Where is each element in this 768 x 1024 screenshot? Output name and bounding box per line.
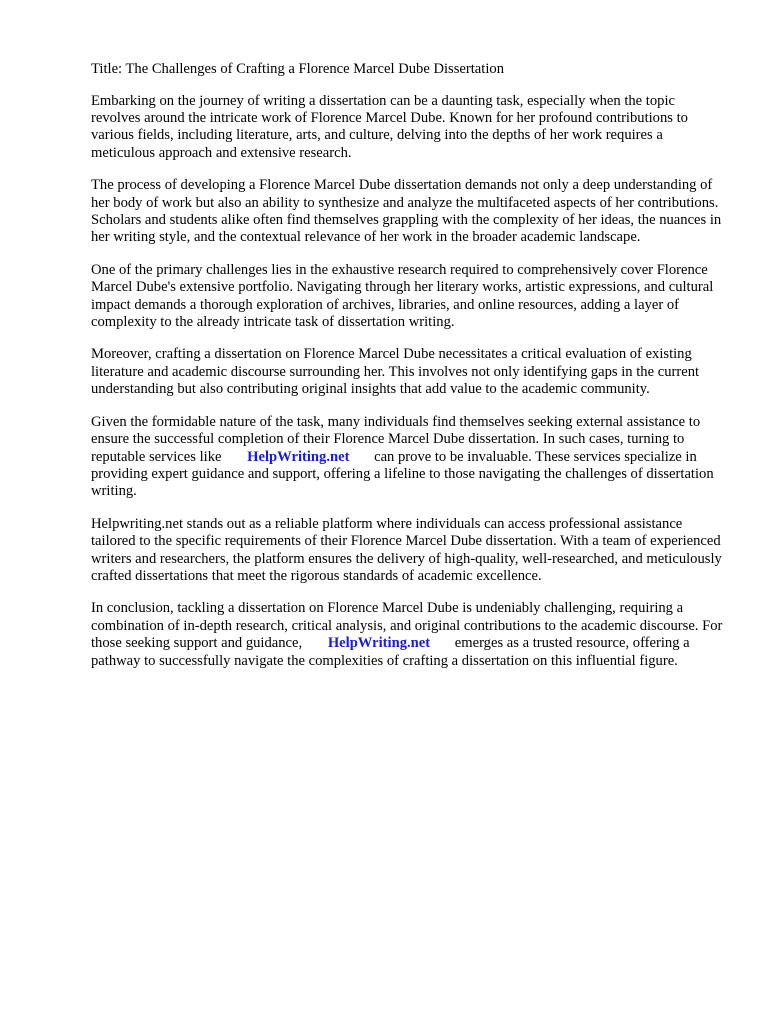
- helpwriting-link[interactable]: HelpWriting.net: [327, 635, 431, 652]
- paragraph-text-segment: In conclusion, tackling a dissertation on Florence Marcel Dube is undeniably challenging, requiring a combination of in-depth research, critical analysis, and original contributions to the academic discourse. For those seeking support and guidance,: [91, 600, 723, 652]
- helpwriting-link[interactable]: HelpWriting.net: [247, 448, 350, 465]
- paragraph-helpwriting-description: Helpwriting.net stands out as a reliable platform where individuals can access professional assistance tailored to the specific requirements of their Florence Marcel Dube dissertation. With a team of experienced writers and researchers, the platform ensures the delivery of high-quality, well-researched, and meticulously crafted dissertations that meet the rigorous standards of academic excellence.: [91, 515, 722, 584]
- document-title: Title: The Challenges of Crafting a Florence Marcel Dube Dissertation: [91, 61, 504, 77]
- paragraph-text-segment: Given the formidable nature of the task, many individuals find themselves seeking external assistance to ensure the successful completion of their Florence Marcel Dube dissertation. In such cases, turning to reputable services like: [91, 413, 701, 465]
- paragraph-text-segment: can prove to be invaluable. These services specialize in providing expert guidance and support, offering a lifeline to those navigating the challenges of dissertation writing.: [91, 448, 714, 500]
- paragraph-critical-evaluation: Moreover, crafting a dissertation on Florence Marcel Dube necessitates a critical evaluation of existing literature and academic discourse surrounding her. This involves not only identifying gaps in the current understanding but also contributing original insights that add value to the academic community.: [91, 346, 700, 398]
- paragraph-conclusion: [91, 600, 728, 670]
- paragraph-external-assistance: [91, 414, 728, 501]
- paragraph-process: The process of developing a Florence Marcel Dube dissertation demands not only a deep understanding of her body of work but also an ability to synthesize and analyze the multifaceted aspects of her contributions. Scholars and students alike often find themselves grappling with the complexity of her ideas, the nuances in her writing style, and the contextual relevance of her work in the broader academic landscape.: [91, 177, 722, 246]
- paragraph-text-segment: emerges as a trusted resource, offering a pathway to successfully navigate the complexities of crafting a dissertation on this influential figure.: [91, 635, 690, 669]
- paragraph-intro: Embarking on the journey of writing a dissertation can be a daunting task, especially when the topic revolves around the intricate work of Florence Marcel Dube. Known for her profound contributions to various fields, including literature, arts, and culture, delving into the depths of her work requires a meticulous approach and extensive research.: [91, 92, 688, 161]
- paragraph-research-challenges: One of the primary challenges lies in the exhaustive research required to comprehensively cover Florence Marcel Dube's extensive portfolio. Navigating through her literary works, artistic expressions, and cultural impact demands a thorough exploration of archives, libraries, and online resources, adding a layer of complexity to the already intricate task of dissertation writing.: [91, 261, 714, 331]
